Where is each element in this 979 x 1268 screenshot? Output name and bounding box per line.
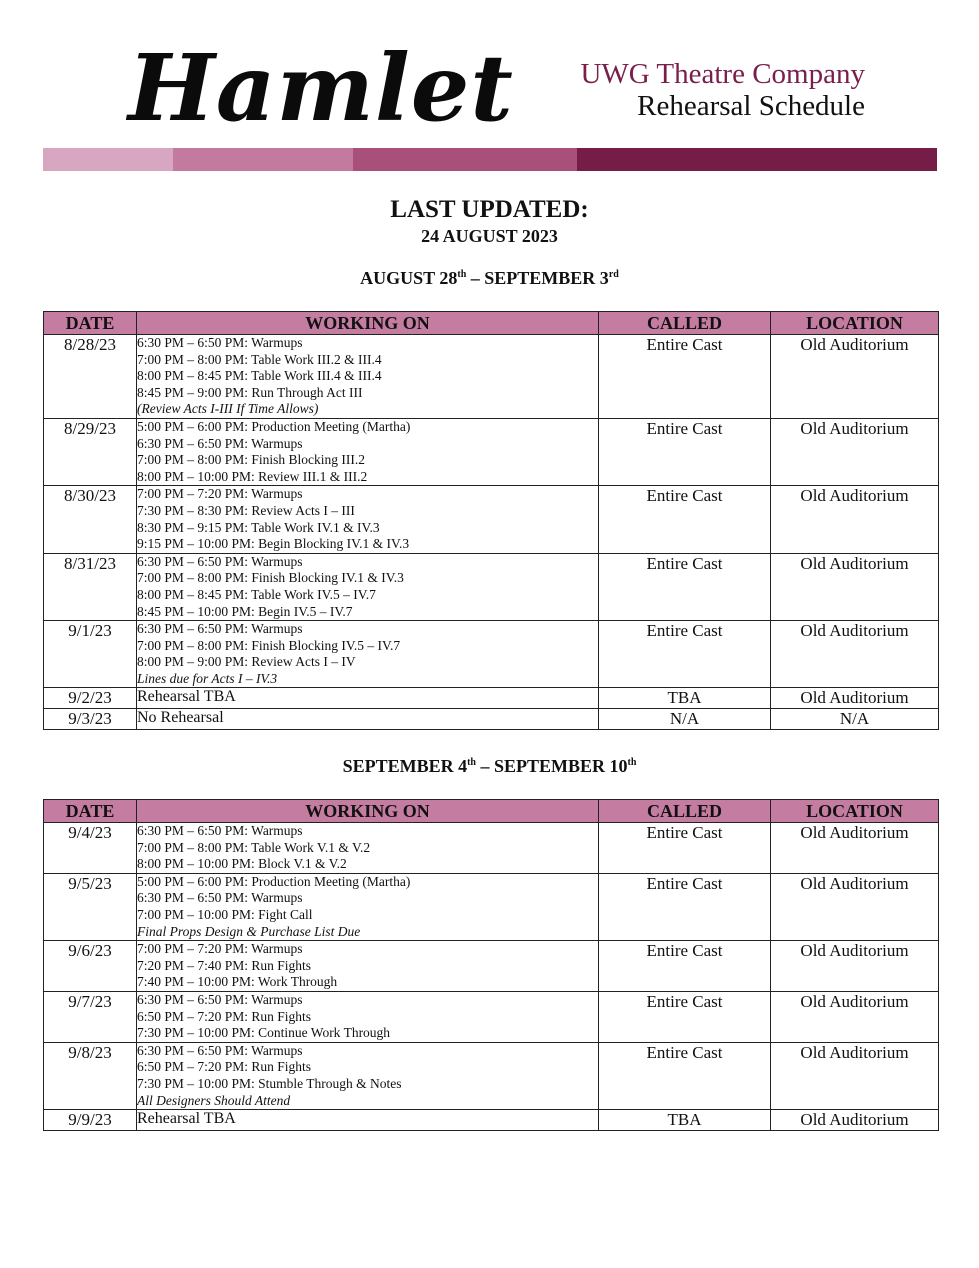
table-row xyxy=(44,621,939,688)
called-cell: TBA xyxy=(599,688,771,709)
schedule-line: 6:30 PM – 6:50 PM: Warmups xyxy=(137,1042,303,1058)
called-cell: TBA xyxy=(599,1110,771,1131)
date-cell: 9/2/23 xyxy=(44,688,137,709)
week-title-text: – SEPTEMBER 3 xyxy=(466,268,609,288)
schedule-line: 7:40 PM – 10:00 PM: Work Through xyxy=(137,974,338,990)
working-on-cell xyxy=(137,335,599,419)
schedule-line: 7:20 PM – 7:40 PM: Run Fights xyxy=(137,957,312,973)
working-on-cell xyxy=(137,709,599,730)
header-color-bar xyxy=(43,148,937,171)
table-row xyxy=(44,991,939,1042)
schedule-line: 7:00 PM – 8:00 PM: Table Work V.1 & V.2 xyxy=(137,839,371,855)
schedule-line: 7:30 PM – 10:00 PM: Continue Work Through xyxy=(137,1025,391,1041)
schedule-line: 6:30 PM – 6:50 PM: Warmups xyxy=(137,823,303,838)
schedule-line: 8:00 PM – 9:00 PM: Review Acts I – IV xyxy=(137,654,356,670)
company-name: UWG Theatre Company xyxy=(580,58,865,90)
working-on-cell xyxy=(137,823,599,874)
week-title-suffix: th xyxy=(627,757,637,768)
working-on-cell xyxy=(137,1042,599,1109)
working-on-cell xyxy=(137,418,599,485)
location-cell: Old Auditorium xyxy=(771,941,939,992)
table-row xyxy=(44,418,939,485)
schedule-line: 7:00 PM – 7:20 PM: Warmups xyxy=(137,941,303,957)
color-bar-segment xyxy=(43,148,173,171)
schedule-line: 7:00 PM – 8:00 PM: Finish Blocking IV.5 – IV.7 xyxy=(137,637,401,653)
schedule-line: 8:00 PM – 8:45 PM: Table Work III.4 & III.4 xyxy=(137,368,382,384)
location-cell: Old Auditorium xyxy=(771,335,939,419)
date-cell: 9/6/23 xyxy=(44,941,137,992)
called-cell: Entire Cast xyxy=(599,941,771,992)
schedule-note: Lines due for Acts I – IV.3 xyxy=(137,670,278,686)
last-updated-title: LAST UPDATED: xyxy=(390,196,589,223)
last-updated-date: 24 AUGUST 2023 xyxy=(421,226,558,246)
working-on-cell xyxy=(137,621,599,688)
schedule-line: 7:00 PM – 8:00 PM: Finish Blocking III.2 xyxy=(137,452,366,468)
called-cell: Entire Cast xyxy=(599,486,771,553)
called-cell: Entire Cast xyxy=(599,335,771,419)
schedule-note: (Review Acts I-III If Time Allows) xyxy=(137,401,319,417)
working-on-cell xyxy=(137,991,599,1042)
called-cell: Entire Cast xyxy=(599,621,771,688)
schedule-table xyxy=(43,311,939,730)
date-cell: 9/8/23 xyxy=(44,1042,137,1109)
date-cell: 8/29/23 xyxy=(44,418,137,485)
schedule-line: 7:00 PM – 8:00 PM: Finish Blocking IV.1 & IV.3 xyxy=(137,570,404,586)
column-header-location: LOCATION xyxy=(771,312,939,335)
date-cell: 9/9/23 xyxy=(44,1110,137,1131)
column-header-date: DATE xyxy=(44,312,137,335)
schedule-line: 7:00 PM – 7:20 PM: Warmups xyxy=(137,486,303,502)
week-title xyxy=(0,756,979,777)
schedule-line: 6:30 PM – 6:50 PM: Warmups xyxy=(137,435,303,451)
working-on-cell xyxy=(137,486,599,553)
table-header-row xyxy=(44,312,939,335)
schedule-note: Final Props Design & Purchase List Due xyxy=(137,923,361,939)
table-row xyxy=(44,709,939,730)
schedule-line: 8:00 PM – 10:00 PM: Review III.1 & III.2 xyxy=(137,468,368,484)
table-row xyxy=(44,873,939,940)
location-cell: Old Auditorium xyxy=(771,1110,939,1131)
location-cell: N/A xyxy=(771,709,939,730)
called-cell: Entire Cast xyxy=(599,991,771,1042)
schedule-line: 8:00 PM – 10:00 PM: Block V.1 & V.2 xyxy=(137,856,347,872)
schedule-line: 5:00 PM – 6:00 PM: Production Meeting (Martha) xyxy=(137,873,411,889)
schedule-line: 7:30 PM – 10:00 PM: Stumble Through & Notes xyxy=(137,1075,402,1091)
table-row xyxy=(44,335,939,419)
schedule-line: 6:50 PM – 7:20 PM: Run Fights xyxy=(137,1008,312,1024)
called-cell: N/A xyxy=(599,709,771,730)
location-cell: Old Auditorium xyxy=(771,688,939,709)
week-title-text: – SEPTEMBER 10 xyxy=(476,756,628,776)
week-title-suffix: th xyxy=(467,757,476,768)
working-on-text: Rehearsal TBA xyxy=(137,688,236,706)
color-bar-segment xyxy=(353,148,577,171)
schedule-line: 7:30 PM – 8:30 PM: Review Acts I – III xyxy=(137,502,355,518)
schedule-line: 8:00 PM – 8:45 PM: Table Work IV.5 – IV.7 xyxy=(137,586,376,602)
date-cell: 9/4/23 xyxy=(44,823,137,874)
called-cell: Entire Cast xyxy=(599,418,771,485)
working-on-cell xyxy=(137,941,599,992)
date-cell: 8/30/23 xyxy=(44,486,137,553)
schedule-table xyxy=(43,799,939,1131)
date-cell: 9/7/23 xyxy=(44,991,137,1042)
date-cell: 8/28/23 xyxy=(44,335,137,419)
location-cell: Old Auditorium xyxy=(771,991,939,1042)
schedule-line: 7:00 PM – 8:00 PM: Table Work III.2 & III.4 xyxy=(137,351,382,367)
table-row xyxy=(44,823,939,874)
table-row xyxy=(44,553,939,620)
column-header-date: DATE xyxy=(44,800,137,823)
table-row xyxy=(44,1110,939,1131)
schedule-line: 5:00 PM – 6:00 PM: Production Meeting (Martha) xyxy=(137,418,411,434)
working-on-cell xyxy=(137,1110,599,1131)
schedule-line: 7:00 PM – 10:00 PM: Fight Call xyxy=(137,906,313,922)
location-cell: Old Auditorium xyxy=(771,823,939,874)
week-title-text: AUGUST 28 xyxy=(360,268,458,288)
location-cell: Old Auditorium xyxy=(771,1042,939,1109)
location-cell: Old Auditorium xyxy=(771,553,939,620)
schedule-line: 6:30 PM – 6:50 PM: Warmups xyxy=(137,890,303,906)
table-header-row xyxy=(44,800,939,823)
schedule-subtitle: Rehearsal Schedule xyxy=(637,90,865,122)
table-row xyxy=(44,688,939,709)
week-title-text: SEPTEMBER 4 xyxy=(342,756,468,776)
date-cell: 8/31/23 xyxy=(44,553,137,620)
week-title xyxy=(0,268,979,289)
column-header-called: CALLED xyxy=(599,312,771,335)
working-on-cell xyxy=(137,553,599,620)
schedule-note: All Designers Should Attend xyxy=(137,1092,291,1108)
schedule-line: 6:50 PM – 7:20 PM: Run Fights xyxy=(137,1059,312,1075)
location-cell: Old Auditorium xyxy=(771,621,939,688)
column-header-working-on: WORKING ON xyxy=(137,312,599,335)
header xyxy=(0,0,979,175)
date-cell: 9/3/23 xyxy=(44,709,137,730)
location-cell: Old Auditorium xyxy=(771,873,939,940)
schedule-line: 6:30 PM – 6:50 PM: Warmups xyxy=(137,335,303,350)
week-title-suffix: rd xyxy=(608,269,619,280)
called-cell: Entire Cast xyxy=(599,873,771,940)
table-row xyxy=(44,1042,939,1109)
schedule-line: 6:30 PM – 6:50 PM: Warmups xyxy=(137,991,303,1007)
working-on-cell xyxy=(137,688,599,709)
working-on-text: No Rehearsal xyxy=(137,709,224,727)
schedule-line: 9:15 PM – 10:00 PM: Begin Blocking IV.1 & IV.3 xyxy=(137,536,410,552)
schedule-line: 8:30 PM – 9:15 PM: Table Work IV.1 & IV.3 xyxy=(137,519,380,535)
color-bar-segment xyxy=(173,148,353,171)
column-header-working-on: WORKING ON xyxy=(137,800,599,823)
called-cell: Entire Cast xyxy=(599,553,771,620)
table-row xyxy=(44,941,939,992)
schedule-line: 6:30 PM – 6:50 PM: Warmups xyxy=(137,621,303,637)
schedule-line: 8:45 PM – 10:00 PM: Begin IV.5 – IV.7 xyxy=(137,603,353,619)
table-row xyxy=(44,486,939,553)
column-header-called: CALLED xyxy=(599,800,771,823)
working-on-cell xyxy=(137,873,599,940)
called-cell: Entire Cast xyxy=(599,823,771,874)
week-title-suffix: th xyxy=(457,269,467,280)
color-bar-segment xyxy=(577,148,937,171)
location-cell: Old Auditorium xyxy=(771,486,939,553)
schedule-line: 8:45 PM – 9:00 PM: Run Through Act III xyxy=(137,384,363,400)
hamlet-logo: Hamlet xyxy=(128,34,514,142)
date-cell: 9/1/23 xyxy=(44,621,137,688)
called-cell: Entire Cast xyxy=(599,1042,771,1109)
working-on-text: Rehearsal TBA xyxy=(137,1110,236,1128)
date-cell: 9/5/23 xyxy=(44,873,137,940)
column-header-location: LOCATION xyxy=(771,800,939,823)
location-cell: Old Auditorium xyxy=(771,418,939,485)
schedule-line: 6:30 PM – 6:50 PM: Warmups xyxy=(137,553,303,569)
